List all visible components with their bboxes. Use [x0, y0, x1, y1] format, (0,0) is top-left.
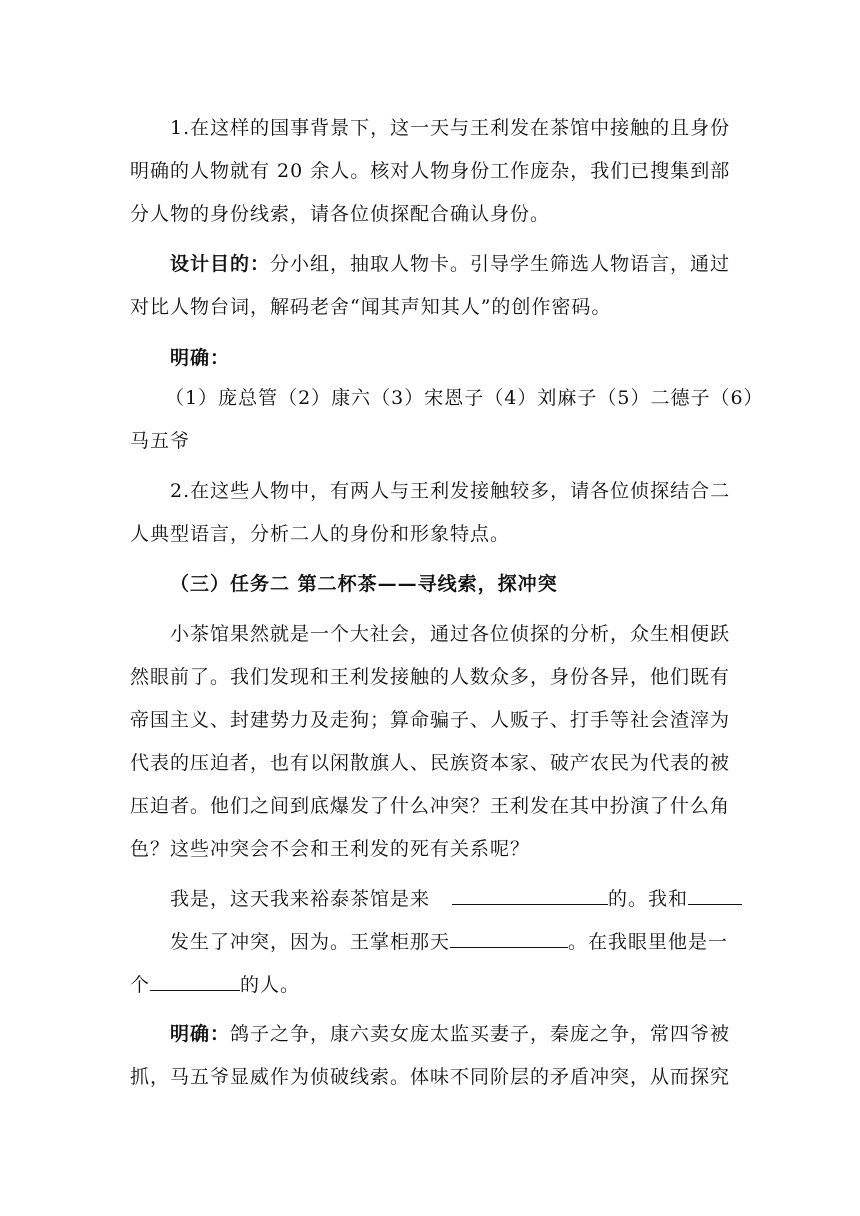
clarify2-line2: 抓，马五爷显威作为侦破线索。体味不同阶层的矛盾冲突，从而探究 [130, 1066, 731, 1088]
fill-line2 [170, 927, 730, 955]
answers-line1: （1）庞总管（2）康六（3）宋恩子（4）刘麻子（5）二德子（6） [165, 387, 764, 409]
fill-blank-wang-action[interactable] [450, 927, 568, 948]
fill-blank-purpose[interactable] [452, 884, 608, 905]
answers-line2: 马五爷 [130, 430, 191, 452]
fill-text-1a: 我是，这天我来裕泰茶馆是来 [170, 888, 431, 910]
para3-line1: 小茶馆果然就是一个大社会，通过各位侦探的分析，众生相便跃 [170, 623, 731, 645]
fill-text-2a: 发生了冲突，因为。王掌柜那天 [170, 931, 451, 953]
design-purpose-label: 设计目的： [170, 253, 271, 275]
para3-line3: 帝国主义、封建势力及走狗；算命骗子、人贩子、打手等社会渣滓为 [130, 709, 731, 731]
para1-line3: 分人物的身份线索，请各位侦探配合确认身份。 [130, 203, 551, 225]
fill-blank-character[interactable] [150, 970, 240, 991]
fill-line3 [130, 970, 730, 998]
para2-line2: 人典型语言，分析二人的身份和形象特点。 [130, 523, 511, 545]
fill-line1 [170, 884, 730, 912]
para3-line2: 然眼前了。我们发现和王利发接触的人数众多，身份各异，他们既有 [130, 666, 731, 688]
para1-line1: 1.在这样的国事背景下，这一天与王利发在茶馆中接触的且身份 [170, 117, 731, 139]
clarify2-text: 鸽子之争，康六卖女庞太监买妻子，秦庞之争，常四爷被 [230, 1023, 731, 1045]
design-purpose-text: 分小组，抽取人物卡。引导学生筛选人物语言，通过 [270, 253, 731, 275]
fill-text-3b: 的人。 [240, 974, 301, 996]
para3-line4: 代表的压迫者，也有以闲散旗人、民族资本家、破产农民为代表的被 [130, 752, 731, 774]
design-purpose-line1 [170, 250, 730, 278]
para3-line5: 压迫者。他们之间到底爆发了什么冲突？王利发在其中扮演了什么角 [130, 795, 731, 817]
fill-text-3a: 个 [130, 974, 151, 996]
design-purpose-line2: 对比人物台词，解码老舍“闻其声知其人”的创作密码。 [130, 296, 612, 318]
para2-line1: 2.在这些人物中，有两人与王利发接触较多，请各位侦探结合二 [170, 480, 731, 502]
section-title: （三）任务二 第二杯茶——寻线索，探冲突 [170, 573, 558, 595]
clarify-label-2: 明确： [170, 1023, 231, 1045]
para3-line6: 色？这些冲突会不会和王利发的死有关系呢？ [130, 838, 531, 860]
fill-text-1b: 的。我和 [608, 888, 689, 910]
para1-line2: 明确的人物就有 20 余人。核对人物身份工作庞杂，我们已搜集到部 [130, 160, 731, 182]
clarify2-line1 [170, 1020, 730, 1048]
fill-blank-person[interactable] [688, 884, 742, 905]
clarify-label-1: 明确： [170, 347, 231, 369]
fill-text-2b: 。在我眼里他是一 [568, 931, 729, 953]
